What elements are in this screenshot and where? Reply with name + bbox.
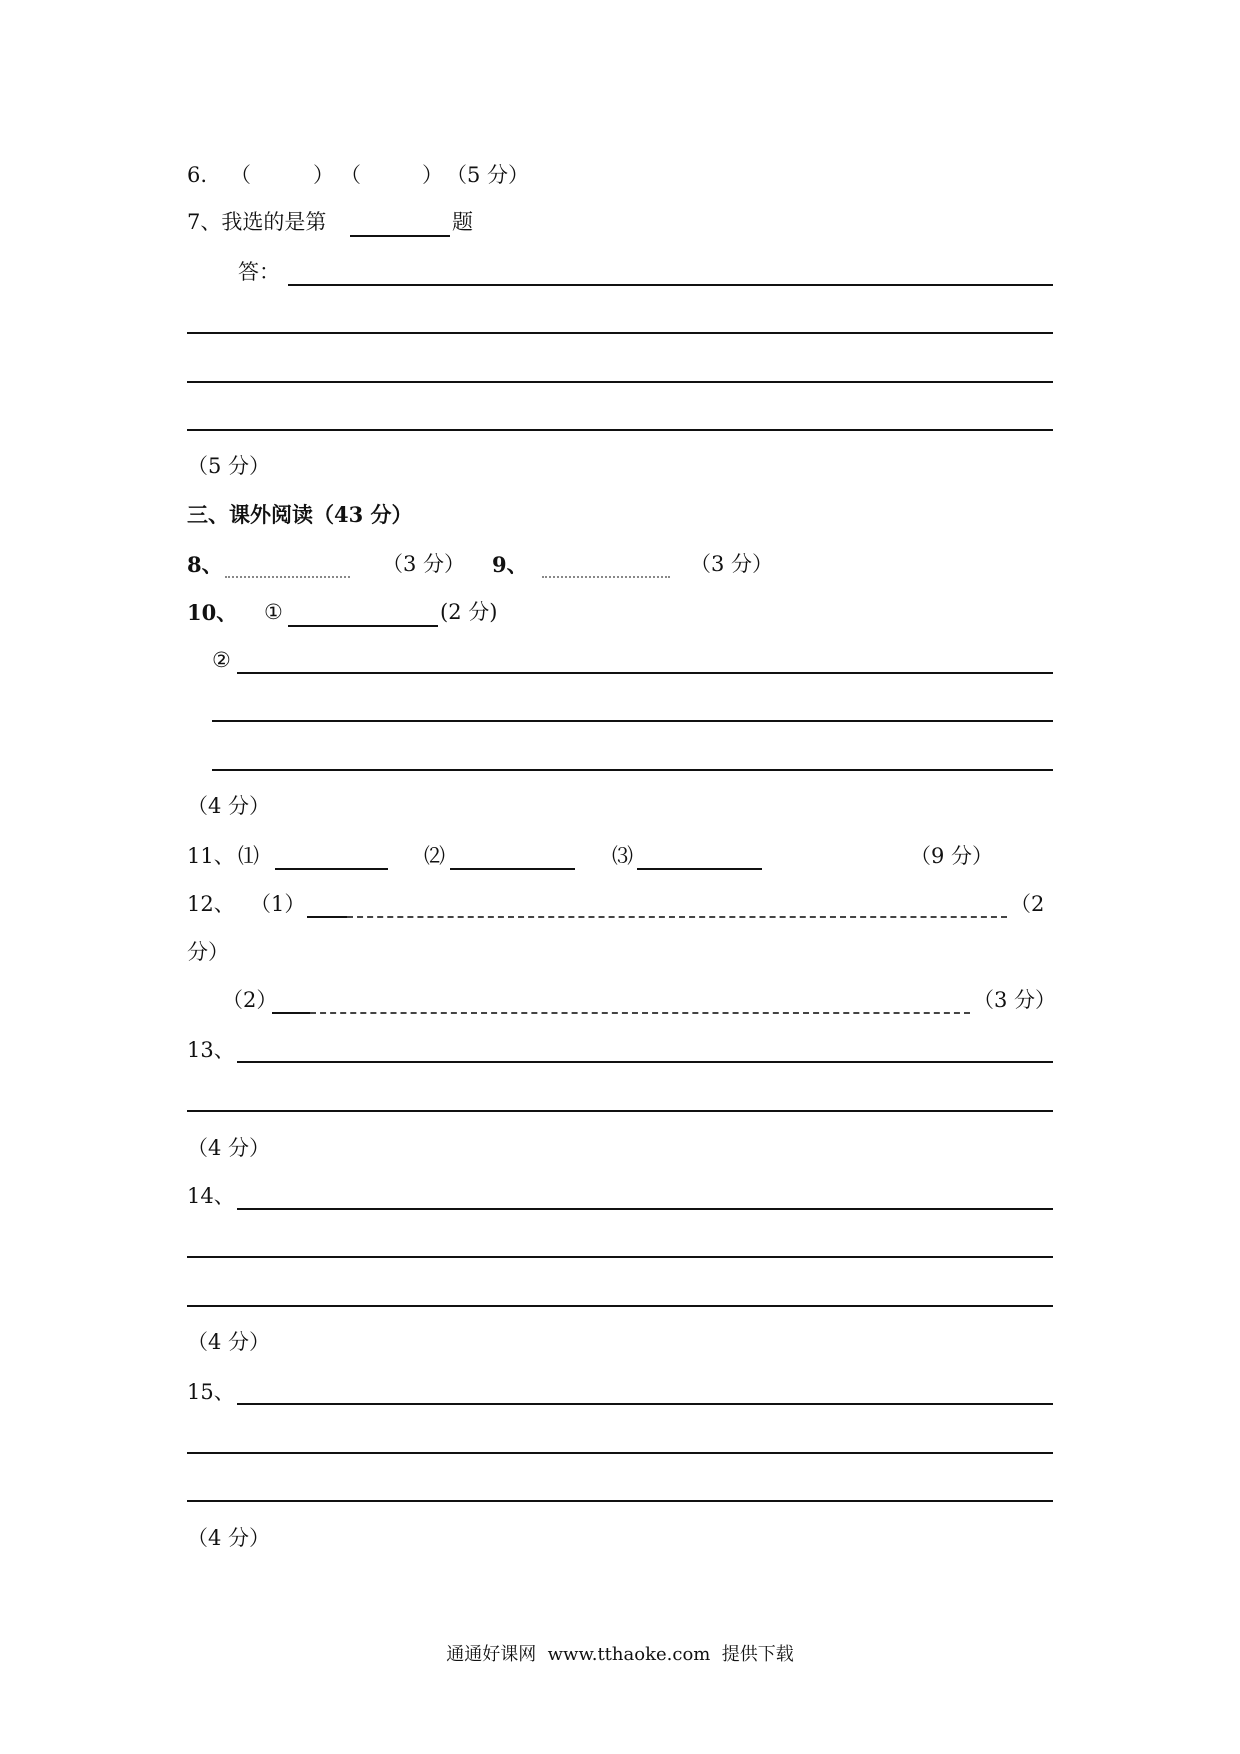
page-footer [0, 1640, 1240, 1666]
section-3-heading: 三、课外阅读（43 分） [187, 502, 413, 527]
question-12-sub-1-blank[interactable] [347, 916, 1007, 918]
question-11-number: 11、 [187, 844, 235, 868]
question-15-line-1[interactable] [237, 1403, 1053, 1405]
question-13-score: （4 分） [187, 1136, 271, 1160]
question-6-open-paren-2: （ [340, 163, 361, 187]
question-10-sub-1-marker: ① [264, 600, 283, 624]
question-10-sub-1-blank[interactable] [288, 625, 438, 627]
question-7-prompt: 7、我选的是第 [187, 210, 327, 234]
question-10-number: 10、 [187, 600, 238, 625]
question-10-sub-1-score: (2 分) [440, 600, 498, 624]
question-15-line-3[interactable] [187, 1500, 1053, 1502]
question-11-sub-1-blank[interactable] [275, 868, 388, 870]
question-13-line-1[interactable] [237, 1061, 1053, 1063]
question-14-line-3[interactable] [187, 1305, 1053, 1307]
question-11-score: （9 分） [910, 844, 994, 868]
question-7-choice-blank[interactable] [350, 235, 450, 237]
question-7-answer-label: 答： [238, 260, 280, 284]
question-7-score: （5 分） [187, 454, 271, 478]
question-14-line-2[interactable] [187, 1256, 1053, 1258]
question-10-score: （4 分） [187, 794, 271, 818]
question-12-sub-1-marker: （1） [250, 892, 306, 916]
question-9-score: （3 分） [690, 552, 774, 576]
question-11-sub-3-marker: ⑶ [612, 844, 633, 868]
question-11-sub-2-blank[interactable] [450, 868, 575, 870]
question-10-sub-2-line-1[interactable] [237, 672, 1053, 674]
question-10-sub-2-line-3[interactable] [212, 769, 1053, 771]
question-15-number: 15、 [187, 1380, 235, 1404]
question-12-sub-2-lead [272, 1012, 310, 1014]
question-7-answer-line-4[interactable] [187, 429, 1053, 431]
question-7-answer-line-3[interactable] [187, 381, 1053, 383]
question-12-sub-2-blank[interactable] [310, 1012, 970, 1014]
question-10-sub-2-line-2[interactable] [212, 720, 1053, 722]
question-6-score: （5 分） [446, 163, 530, 187]
question-7-suffix: 题 [452, 210, 473, 234]
question-9-number: 9、 [492, 552, 528, 577]
question-13-number: 13、 [187, 1038, 235, 1062]
question-12-sub-2-score: （3 分） [973, 988, 1057, 1012]
question-12-number: 12、 [187, 892, 235, 916]
question-15-line-2[interactable] [187, 1452, 1053, 1454]
question-10-sub-2-marker: ② [212, 648, 231, 672]
question-8-score: （3 分） [382, 552, 466, 576]
footer-text: 通通好课网 www.tthaoke.com 提供下载 [446, 1644, 794, 1665]
question-12-sub-2-marker: （2） [222, 988, 278, 1012]
question-12-sub-1-lead [307, 916, 347, 918]
question-9-dotted-blank[interactable] [542, 576, 670, 578]
question-6-open-paren-1: （ [230, 163, 251, 187]
question-13-line-2[interactable] [187, 1110, 1053, 1112]
question-14-line-1[interactable] [237, 1208, 1053, 1210]
question-15-score: （4 分） [187, 1526, 271, 1550]
question-11-sub-1-marker: ⑴ [238, 844, 259, 868]
question-14-number: 14、 [187, 1184, 235, 1208]
question-7-answer-line-1[interactable] [288, 284, 1053, 286]
question-6-close-paren-1: ） [313, 163, 334, 187]
question-12-sub-1-score-b: 分） [187, 940, 229, 964]
question-7-answer-line-2[interactable] [187, 332, 1053, 334]
question-6-number: 6. [187, 163, 208, 187]
question-8-dotted-blank[interactable] [225, 576, 350, 578]
question-8-number: 8、 [187, 552, 223, 577]
question-12-sub-1-score-a: （2 [1010, 892, 1045, 916]
question-11-sub-3-blank[interactable] [637, 868, 762, 870]
question-11-sub-2-marker: ⑵ [424, 844, 445, 868]
question-6-close-paren-2: ） [422, 163, 443, 187]
question-14-score: （4 分） [187, 1330, 271, 1354]
